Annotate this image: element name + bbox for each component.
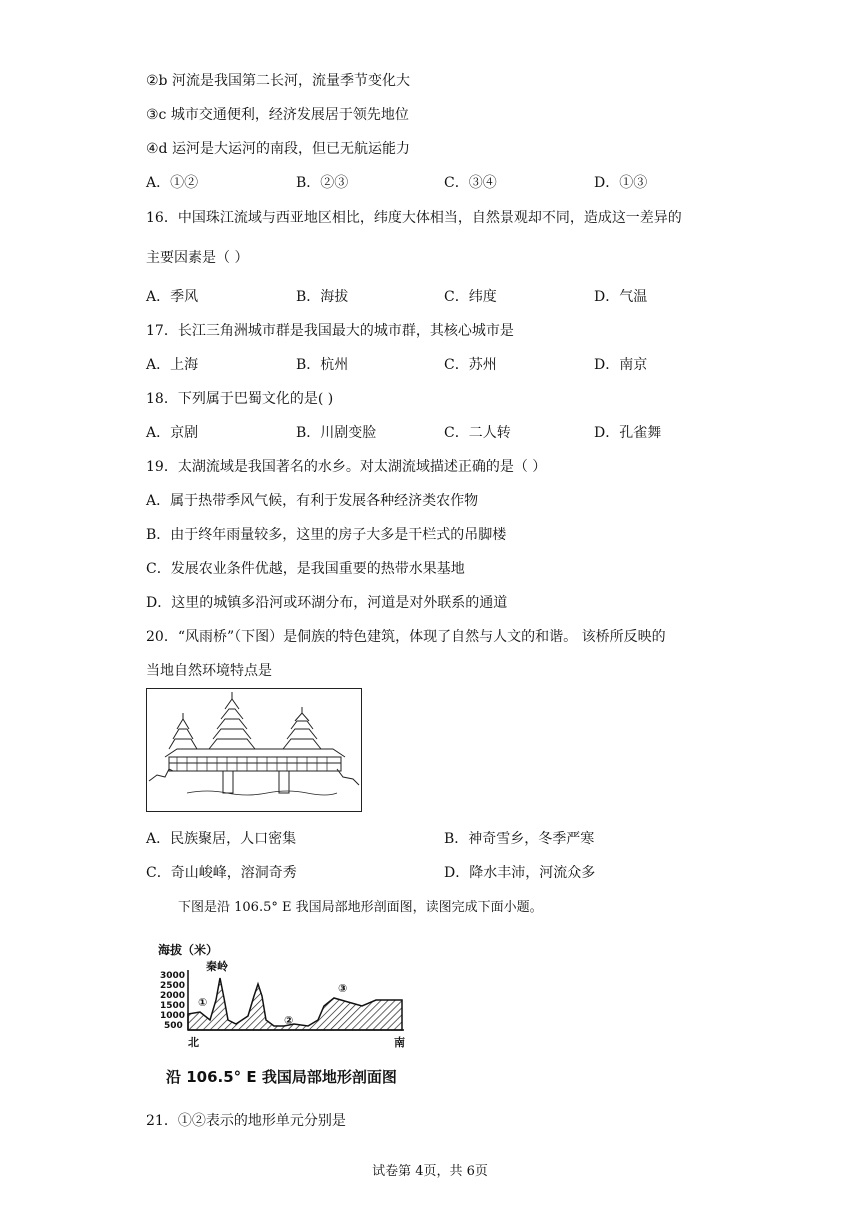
q15-option-b[interactable]: B．②③	[296, 175, 349, 191]
q20-stem-line1: 20．“风雨桥”（下图）是侗族的特色建筑，体现了自然与人文的和谐。 该桥所反映的	[146, 629, 666, 645]
q15-option-c[interactable]: C．③④	[444, 175, 497, 191]
q17-option-c[interactable]: C．苏州	[444, 357, 497, 373]
tick-label: 2500	[160, 981, 186, 991]
direction-south: 南	[394, 1036, 405, 1049]
q16-option-a[interactable]: A．季风	[146, 289, 199, 305]
q15-item-2: ②b 河流是我国第二长河，流量季节变化大	[146, 73, 410, 89]
q18-option-b[interactable]: B．川剧变脸	[296, 425, 377, 441]
q16-option-c[interactable]: C．纬度	[444, 289, 497, 305]
profile-peak-label: 秦岭	[206, 960, 228, 973]
wind-rain-bridge-figure	[146, 688, 362, 812]
profile-intro: 下图是沿 106.5° E 我国局部地形剖面图，读图完成下面小题。	[178, 900, 543, 915]
q16-option-d[interactable]: D．气温	[594, 289, 648, 305]
terrain-profile-figure	[158, 940, 418, 1052]
q17-option-a[interactable]: A．上海	[146, 357, 199, 373]
q18-stem: 18．下列属于巴蜀文化的是( )	[146, 391, 334, 407]
q15-item-3: ③c 城市交通便利，经济发展居于领先地位	[146, 107, 409, 123]
q16-option-b[interactable]: B．海拔	[296, 289, 349, 305]
q19-option-a[interactable]: A．属于热带季风气候，有利于发展各种经济类农作物	[146, 493, 479, 509]
tick-label: 1500	[160, 1001, 186, 1011]
q19-option-c[interactable]: C．发展农业条件优越，是我国重要的热带水果基地	[146, 561, 465, 577]
tick-label: 500	[164, 1021, 183, 1031]
q19-stem: 19．太湖流域是我国著名的水乡。对太湖流域描述正确的是（ ）	[146, 459, 547, 475]
q17-option-d[interactable]: D．南京	[594, 357, 648, 373]
q20-option-d[interactable]: D．降水丰沛，河流众多	[444, 865, 596, 881]
q18-option-d[interactable]: D．孔雀舞	[594, 425, 662, 441]
page-footer: 试卷第 4页，共 6页	[372, 1164, 488, 1179]
profile-ylabel: 海拔（米）	[158, 943, 219, 957]
profile-caption: 沿 106.5° E 我国局部地形剖面图	[166, 1068, 397, 1086]
q18-option-a[interactable]: A．京剧	[146, 425, 199, 441]
q15-item-4: ④d 运河是大运河的南段，但已无航运能力	[146, 141, 410, 157]
bridge-drawing	[147, 689, 361, 811]
q20-option-c[interactable]: C．奇山峻峰，溶洞奇秀	[146, 865, 297, 881]
q16-stem-line2: 主要因素是（ ）	[146, 250, 249, 266]
q21-stem: 21．①②表示的地形单元分别是	[146, 1113, 346, 1129]
q20-option-a[interactable]: A．民族聚居，人口密集	[146, 831, 297, 847]
tick-label: 1000	[160, 1011, 186, 1021]
q20-stem-line2: 当地自然环境特点是	[146, 663, 272, 679]
marker-2: ②	[284, 1014, 294, 1027]
terrain-profile-svg	[158, 940, 418, 1052]
q19-option-d[interactable]: D．这里的城镇多沿河或环湖分布，河道是对外联系的通道	[146, 595, 508, 611]
q20-option-b[interactable]: B．神奇雪乡，冬季严寒	[444, 831, 595, 847]
q17-option-b[interactable]: B．杭州	[296, 357, 349, 373]
terrain-profile-area	[188, 978, 402, 1030]
q18-option-c[interactable]: C．二人转	[444, 425, 511, 441]
direction-north: 北	[188, 1036, 199, 1049]
q17-stem: 17．长江三角洲城市群是我国最大的城市群，其核心城市是	[146, 323, 514, 339]
tick-label: 2000	[160, 991, 186, 1001]
marker-3: ③	[338, 982, 348, 995]
q19-option-b[interactable]: B．由于终年雨量较多，这里的房子大多是干栏式的吊脚楼	[146, 527, 507, 543]
q16-stem-line1: 16．中国珠江流域与西亚地区相比，纬度大体相当，自然景观却不同，造成这一差异的	[146, 210, 682, 226]
q15-option-d[interactable]: D．①③	[594, 175, 648, 191]
q15-option-a[interactable]: A．①②	[146, 175, 199, 191]
tick-label: 3000	[160, 971, 186, 981]
marker-1: ①	[198, 996, 208, 1009]
